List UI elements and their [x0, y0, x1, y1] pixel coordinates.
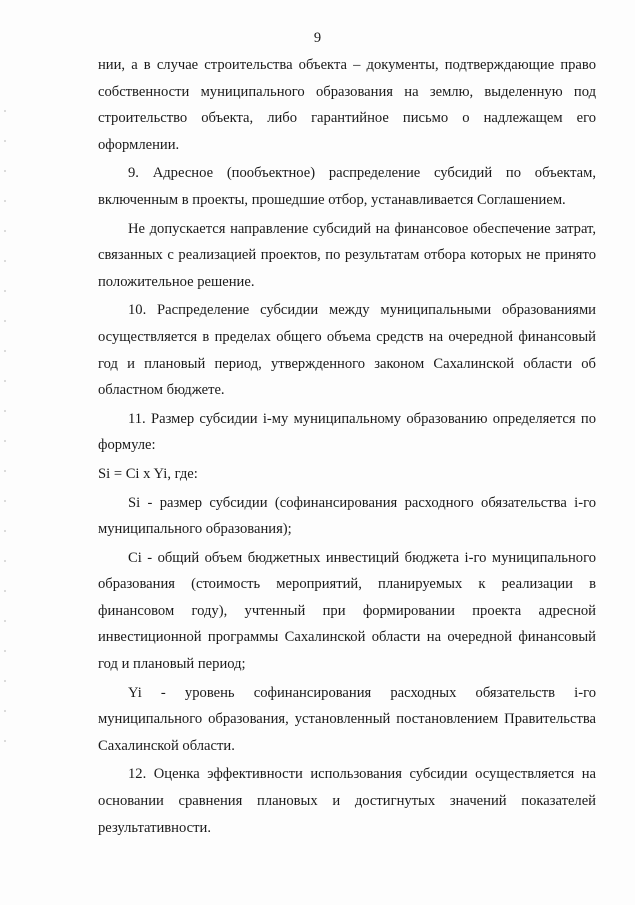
definition-ci: Ci - общий объем бюджетных инвестиций бюджета i-го муниципального образования (стоимость мероприятий, планируемых к реализации в финансовом году), учтенный при формировании проекта адресной инвестиционной программы Сахалинской области на очередной финансовый год и плановый период;: [98, 549, 596, 673]
paragraph-9: 9. Адресное (пообъектное) распределение субсидий по объектам, включенным в проекты, прошедшие отбор, устанавливается Соглашением.: [98, 165, 596, 208]
paragraph-11: 11. Размер субсидии i-му муниципальному образованию определяется по формуле:: [98, 410, 596, 454]
paragraph-9-no-subsidy: Не допускается направление субсидий на финансовое обеспечение затрат, связанных с реализацией проектов, по результатам отбора которых не принято положительное решение.: [98, 220, 596, 290]
binding-holes-decoration: [4, 110, 6, 770]
formula: Si = Ci x Yi, где:: [98, 465, 198, 482]
definition-si: Si - размер субсидии (софинансирования расходного обязательства i-го муниципального образования);: [98, 494, 596, 538]
page-number: 9: [313, 30, 322, 46]
paragraph-continuation: нии, а в случае строительства объекта – документы, подтверждающие право собственности муниципального образования на землю, выделенную под строительство объекта, либо гарантийное письмо о надлежащем его оформлении.: [98, 57, 596, 153]
definition-yi: Yi - уровень софинансирования расходных обязательств i-го муниципального образования, установленный постановлением Правительства Сахалинской области.: [98, 684, 596, 754]
document-body: [98, 52, 596, 841]
paragraph-10: 10. Распределение субсидии между муниципальными образованиями осуществляется в пределах общего объема средств на очередной финансовый год и плановый период, утвержденного законом Сахалинской области об областном бюджете.: [98, 302, 596, 399]
paragraph-12: 12. Оценка эффективности использования субсидии осуществляется на основании сравнения плановых и достигнутых значений показателей результативности.: [98, 766, 596, 836]
